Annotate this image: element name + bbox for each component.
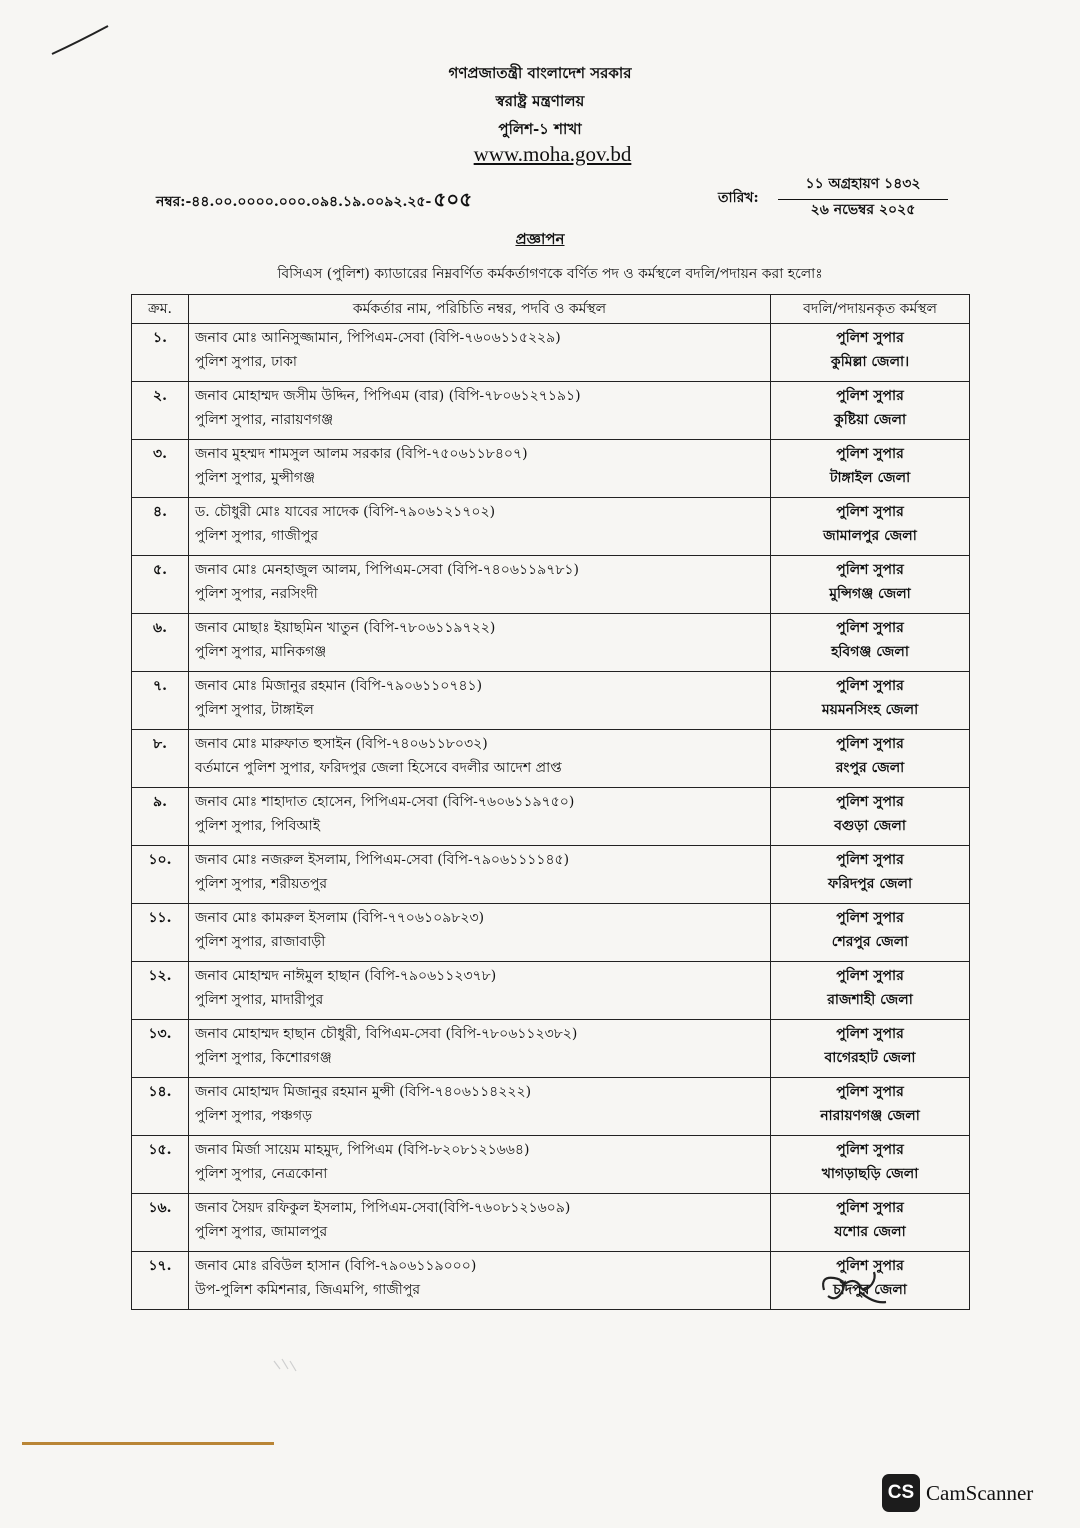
posting-district: টাঙ্গাইল জেলা — [829, 470, 911, 486]
table-row — [132, 440, 970, 498]
officer-name: জনাব মির্জা সায়েম মাহমুদ, পিপিএম (বিপি-৮২০৮১২১৬৬৪) — [195, 1142, 530, 1158]
date-gregorian: ২৬ নভেম্বর ২০২৫ — [810, 202, 916, 218]
posting-district: ময়মনসিংহ জেলা — [821, 702, 919, 718]
row-serial: ২. — [132, 382, 189, 440]
officer-name: জনাব মোহাম্মদ হাছান চৌধুরী, বিপিএম-সেবা (বিপি-৭৮০৬১১২৩৮২) — [195, 1026, 578, 1042]
officer-name: ড. চৌধুরী মোঃ যাবের সাদেক (বিপি-৭৯০৬১২১৭০২) — [195, 504, 496, 520]
table-row — [132, 556, 970, 614]
posting-designation: পুলিশ সুপার — [836, 736, 904, 752]
table-row — [132, 1020, 970, 1078]
header-serial: ক্রম. — [132, 295, 189, 324]
row-serial: ১. — [132, 324, 189, 382]
row-posting-cell — [771, 1020, 970, 1078]
posting-district: রংপুর জেলা — [835, 760, 905, 776]
posting-district: কুষ্টিয়া জেলা — [833, 412, 907, 428]
row-posting-cell — [771, 1194, 970, 1252]
table-row — [132, 1136, 970, 1194]
row-posting-cell — [771, 382, 970, 440]
officer-current-post: পুলিশ সুপার, নরসিংদী — [195, 586, 318, 602]
officer-current-post: পুলিশ সুপার, মানিকগঞ্জ — [195, 644, 327, 660]
website-link[interactable]: www.moha.gov.bd — [473, 142, 632, 166]
officer-current-post: পুলিশ সুপার, শরীয়তপুর — [195, 876, 328, 892]
posting-district: জামালপুর জেলা — [823, 528, 917, 544]
officer-name: জনাব মোছাঃ ইয়াছমিন খাতুন (বিপি-৭৮০৬১১৯৭২২) — [195, 620, 496, 636]
row-officer-cell — [189, 498, 771, 556]
row-officer-cell — [189, 382, 771, 440]
row-officer-cell — [189, 1194, 771, 1252]
posting-district: ফরিদপুর জেলা — [827, 876, 913, 892]
posting-designation: পুলিশ সুপার — [836, 388, 904, 404]
posting-designation: পুলিশ সুপার — [836, 1142, 904, 1158]
row-officer-cell — [189, 556, 771, 614]
date-block — [718, 172, 958, 222]
posting-district: যশোর জেলা — [834, 1224, 906, 1240]
row-posting-cell — [771, 324, 970, 382]
officer-name: জনাব মোঃ মেনহাজুল আলম, পিপিএম-সেবা (বিপি-৭৪০৬১১৯৭৮১) — [195, 562, 579, 578]
memo-number — [156, 185, 472, 218]
camscanner-logo-icon: CS — [882, 1474, 920, 1512]
officer-name: জনাব মোঃ কামরুল ইসলাম (বিপি-৭৭০৬১০৯৮২৩) — [195, 910, 485, 926]
row-serial: ১১. — [132, 904, 189, 962]
table-row — [132, 1194, 970, 1252]
header-officer: কর্মকর্তার নাম, পরিচিতি নম্বর, পদবি ও কর্মস্থল — [189, 295, 771, 324]
posting-district: কুমিল্লা জেলা। — [830, 354, 910, 370]
row-officer-cell — [189, 904, 771, 962]
row-officer-cell — [189, 788, 771, 846]
intro-sentence: বিসিএস (পুলিশ) ক্যাডারের নিম্নবর্ণিত কর্মকর্তাগণকে বর্ণিত পদ ও কর্মস্থলে বদলি/পদায়ন করা হলোঃ — [277, 266, 823, 282]
ministry-heading: স্বরাষ্ট্র মন্ত্রণালয় — [495, 92, 585, 110]
officer-name: জনাব মুহম্মদ শামসুল আলম সরকার (বিপি-৭৫০৬১১৮৪০৭) — [195, 446, 528, 462]
header-posting: বদলি/পদায়নকৃত কর্মস্থল — [771, 295, 970, 324]
row-officer-cell — [189, 962, 771, 1020]
row-posting-cell — [771, 788, 970, 846]
table-row — [132, 614, 970, 672]
row-serial: ৪. — [132, 498, 189, 556]
officer-current-post: বর্তমানে পুলিশ সুপার, ফরিদপুর জেলা হিসেবে বদলীর আদেশ প্রাপ্ত — [195, 760, 562, 776]
row-posting-cell — [771, 1078, 970, 1136]
row-serial: ১৪. — [132, 1078, 189, 1136]
row-posting-cell — [771, 962, 970, 1020]
officer-name: জনাব মোঃ শাহাদাত হোসেন, পিপিএম-সেবা (বিপি-৭৬০৬১১৯৭৫০) — [195, 794, 575, 810]
posting-designation: পুলিশ সুপার — [836, 330, 904, 346]
officer-current-post: পুলিশ সুপার, মুন্সীগঞ্জ — [195, 470, 316, 486]
officer-current-post: পুলিশ সুপার, নেত্রকোনা — [195, 1166, 328, 1182]
posting-district: হবিগঞ্জ জেলা — [831, 644, 909, 660]
faint-mark — [270, 1355, 310, 1375]
row-officer-cell — [189, 1252, 771, 1310]
posting-designation: পুলিশ সুপার — [836, 910, 904, 926]
memo-number-text: নম্বর:-৪৪.০০.০০০০.০০০.০৯৪.১৯.০০৯২.২৫- — [156, 194, 432, 210]
row-serial: ১৭. — [132, 1252, 189, 1310]
memo-number-suffix: ৫০৫ — [433, 187, 473, 211]
officer-name: জনাব মোঃ নজরুল ইসলাম, পিপিএম-সেবা (বিপি-৭৯০৬১১১১৪৫) — [195, 852, 570, 868]
officer-current-post: উপ-পুলিশ কমিশনার, জিএমপি, গাজীপুর — [195, 1282, 421, 1298]
posting-designation: পুলিশ সুপার — [836, 620, 904, 636]
posting-district: রাজশাহী জেলা — [827, 992, 913, 1008]
officer-current-post: পুলিশ সুপার, কিশোরগঞ্জ — [195, 1050, 332, 1066]
row-officer-cell — [189, 730, 771, 788]
row-officer-cell — [189, 324, 771, 382]
officer-current-post: পুলিশ সুপার, পঞ্চগড় — [195, 1108, 312, 1124]
officer-current-post: পুলিশ সুপার, জামালপুর — [195, 1224, 328, 1240]
posting-district: শেরপুর জেলা — [831, 934, 909, 950]
officer-name: জনাব মোঃ আনিসুজ্জামান, পিপিএম-সেবা (বিপি-৭৬০৬১১৫২২৯) — [195, 330, 561, 346]
officer-name: জনাব মোঃ মারুফাত হুসাইন (বিপি-৭৪০৬১১৮০৩২) — [195, 736, 488, 752]
row-serial: ৩. — [132, 440, 189, 498]
row-posting-cell — [771, 614, 970, 672]
posting-designation: পুলিশ সুপার — [836, 1084, 904, 1100]
row-officer-cell — [189, 1078, 771, 1136]
table-row — [132, 672, 970, 730]
posting-district: খাগড়াছড়ি জেলা — [821, 1166, 919, 1182]
pen-stroke-mark — [48, 22, 118, 58]
camscanner-brand: CamScanner — [926, 1481, 1034, 1505]
officer-current-post: পুলিশ সুপার, টাঙ্গাইল — [195, 702, 314, 718]
website-line — [0, 142, 1080, 167]
table-row — [132, 904, 970, 962]
row-serial: ৬. — [132, 614, 189, 672]
table-header-row — [132, 295, 970, 324]
posting-district: মুন্সিগঞ্জ জেলা — [829, 586, 911, 602]
row-serial: ৫. — [132, 556, 189, 614]
row-officer-cell — [189, 1020, 771, 1078]
row-posting-cell — [771, 846, 970, 904]
row-officer-cell — [189, 440, 771, 498]
officer-name: জনাব মোহাম্মদ জসীম উদ্দিন, পিপিএম (বার) (বিপি-৭৮০৬১২৭১৯১) — [195, 388, 581, 404]
row-posting-cell — [771, 440, 970, 498]
officer-name: জনাব মোহাম্মদ মিজানুর রহমান মুন্সী (বিপি-৭৪০৬১১৪২২২) — [195, 1084, 532, 1100]
posting-designation: পুলিশ সুপার — [836, 562, 904, 578]
posting-designation: পুলিশ সুপার — [836, 678, 904, 694]
transfer-table — [131, 294, 970, 1310]
row-officer-cell — [189, 672, 771, 730]
officer-name: জনাব মোঃ মিজানুর রহমান (বিপি-৭৯০৬১১০৭৪১) — [195, 678, 483, 694]
table-row — [132, 324, 970, 382]
bottom-rule — [22, 1442, 274, 1445]
table-row — [132, 788, 970, 846]
posting-district: বগুড়া জেলা — [834, 818, 906, 834]
posting-designation: পুলিশ সুপার — [836, 504, 904, 520]
date-label: তারিখ: — [718, 190, 759, 206]
row-posting-cell — [771, 672, 970, 730]
officer-current-post: পুলিশ সুপার, নারায়ণগঞ্জ — [195, 412, 334, 428]
posting-designation: পুলিশ সুপার — [836, 852, 904, 868]
row-serial: ১৩. — [132, 1020, 189, 1078]
row-serial: ১৬. — [132, 1194, 189, 1252]
table-row — [132, 498, 970, 556]
row-serial: ১২. — [132, 962, 189, 1020]
posting-designation: পুলিশ সুপার — [836, 794, 904, 810]
officer-current-post: পুলিশ সুপার, ঢাকা — [195, 354, 297, 370]
officer-name: জনাব সৈয়দ রফিকুল ইসলাম, পিপিএম-সেবা(বিপি-৭৬০৮১২১৬০৯) — [195, 1200, 571, 1216]
row-posting-cell — [771, 904, 970, 962]
government-heading: গণপ্রজাতন্ত্রী বাংলাদেশ সরকার — [448, 64, 632, 82]
row-posting-cell — [771, 556, 970, 614]
posting-designation: পুলিশ সুপার — [836, 1258, 904, 1274]
row-posting-cell — [771, 730, 970, 788]
posting-designation: পুলিশ সুপার — [836, 446, 904, 462]
document-type-line — [0, 228, 1080, 253]
row-serial: ১৫. — [132, 1136, 189, 1194]
table-body — [132, 324, 970, 1310]
officer-name: জনাব মোহাম্মদ নাঈমুল হাছান (বিপি-৭৯০৬১১২৩৭৮) — [195, 968, 497, 984]
posting-district: নারায়ণগঞ্জ জেলা — [820, 1108, 920, 1124]
posting-district: চাঁদপুর জেলা — [833, 1282, 907, 1298]
officer-current-post: পুলিশ সুপার, রাজাবাড়ী — [195, 934, 326, 950]
row-officer-cell — [189, 846, 771, 904]
officer-current-post: পুলিশ সুপার, মাদারীপুর — [195, 992, 324, 1008]
officer-current-post: পুলিশ সুপার, পিবিআই — [195, 818, 321, 834]
row-posting-cell — [771, 498, 970, 556]
posting-designation: পুলিশ সুপার — [836, 1026, 904, 1042]
row-serial: ৮. — [132, 730, 189, 788]
document-type-title: প্রজ্ঞাপন — [515, 230, 565, 248]
posting-district: বাগেরহাট জেলা — [824, 1050, 916, 1066]
row-serial: ৭. — [132, 672, 189, 730]
posting-designation: পুলিশ সুপার — [836, 968, 904, 984]
table-row — [132, 846, 970, 904]
table-row — [132, 382, 970, 440]
row-officer-cell — [189, 1136, 771, 1194]
table-row — [132, 962, 970, 1020]
officer-current-post: পুলিশ সুপার, গাজীপুর — [195, 528, 319, 544]
table-row — [132, 730, 970, 788]
table-row — [132, 1078, 970, 1136]
date-bangla: ১১ অগ্রহায়ণ ১৪৩২ — [778, 172, 948, 200]
row-officer-cell — [189, 614, 771, 672]
officer-name: জনাব মোঃ রবিউল হাসান (বিপি-৭৯০৬১১৯০০০) — [195, 1258, 477, 1274]
row-serial: ৯. — [132, 788, 189, 846]
signature-mark — [814, 1262, 894, 1312]
row-serial: ১০. — [132, 846, 189, 904]
posting-designation: পুলিশ সুপার — [836, 1200, 904, 1216]
branch-heading: পুলিশ-১ শাখা — [498, 120, 582, 138]
row-posting-cell — [771, 1136, 970, 1194]
